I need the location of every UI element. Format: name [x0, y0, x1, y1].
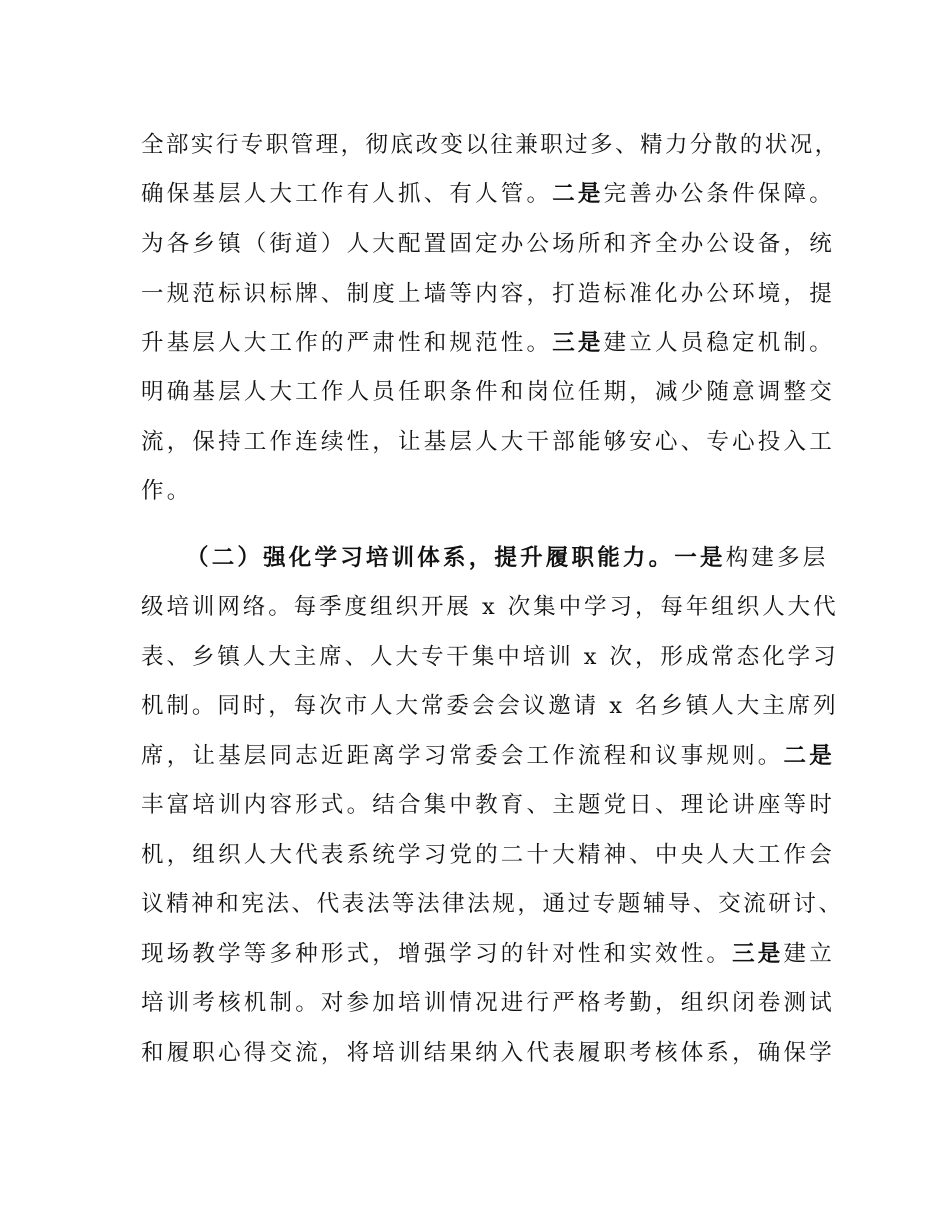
text-line: 和履职心得交流，将培训结果纳入代表履职考核体系，确保学 [141, 1040, 835, 1066]
text-line: 表、乡镇人大主席、人大专干集中培训 x 次，形成常态化学习 [141, 644, 839, 670]
text-line [141, 177, 841, 211]
text-line: 作。 [141, 478, 193, 504]
text-line: 全部实行专职管理，彻底改变以往兼职过多、精力分散的状况， [141, 132, 840, 158]
text-run: 现场教学等多种形式，增强学习的针对性和实效性。 [141, 941, 733, 967]
bold-marker: 三是 [552, 330, 604, 356]
text-run: 建立 [783, 941, 835, 967]
bold-marker: 三是 [732, 941, 784, 967]
text-run: 建立人员稳定机制。 [603, 330, 835, 356]
section-heading: （二）强化学习培训体系，提升履职能力。一是 [186, 545, 726, 571]
text-run: 确保基层人大工作有人抓、有人管。 [141, 181, 553, 207]
text-line: 议精神和宪法、代表法等法律法规，通过专题辅导、交流研讨、 [141, 891, 841, 917]
text-line [141, 739, 841, 773]
text-line: 机制。同时，每次市人大常委会会议邀请 x 名乡镇人大主席列 [141, 693, 839, 719]
section-heading-line [186, 541, 841, 575]
text-run: 构建多层 [725, 545, 829, 571]
bold-marker: 二是 [783, 743, 835, 769]
text-line [141, 937, 841, 971]
text-run: 完善办公条件保障。 [603, 181, 835, 207]
text-line: 培训考核机制。对参加培训情况进行严格考勤，组织闭卷测试 [141, 990, 835, 1016]
text-line [141, 326, 841, 360]
text-line: 为各乡镇（街道）人大配置固定办公场所和齐全办公设备，统 [141, 231, 835, 257]
text-line: 级培训网络。每季度组织开展 x 次集中学习，每年组织人大代 [141, 594, 839, 620]
text-line: 明确基层人大工作人员任职条件和岗位任期，减少随意调整交 [141, 379, 835, 405]
text-line: 机，组织人大代表系统学习党的二十大精神、中央人大工作会 [141, 842, 835, 868]
text-line: 丰富培训内容形式。结合集中教育、主题党日、理论讲座等时 [141, 792, 835, 818]
text-line: 一规范标识标牌、制度上墙等内容，打造标准化办公环境，提 [141, 281, 835, 307]
bold-marker: 二是 [552, 181, 604, 207]
text-run: 席，让基层同志近距离学习常委会工作流程和议事规则。 [141, 743, 784, 769]
text-run: 升基层人大工作的严肃性和规范性。 [141, 330, 553, 356]
text-line: 流，保持工作连续性，让基层人大干部能够安心、专心投入工 [141, 429, 835, 455]
